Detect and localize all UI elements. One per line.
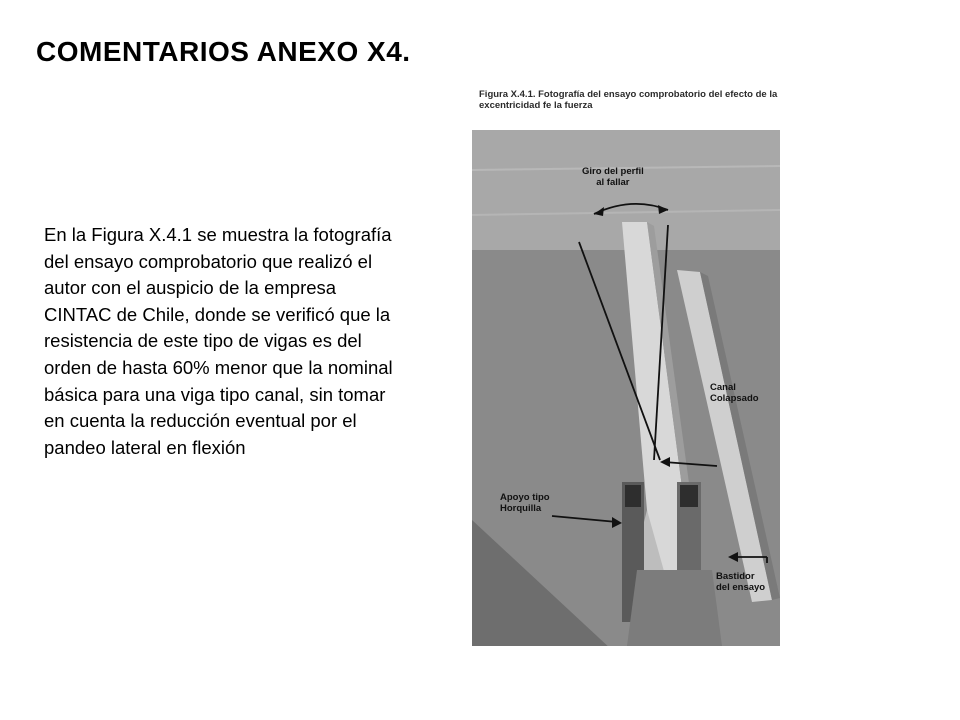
label-apoyo-horquilla: Apoyo tipo Horquilla [500,492,550,514]
slide-title: COMENTARIOS ANEXO X4. [36,36,411,67]
slide-body-text: En la Figura X.4.1 se muestra la fotografía del ensayo comprobatorio que realizó el autor con el auspicio de la empresa CINTAC de Chile, donde se verificó que la resistencia de este tipo de vigas es del orden de hasta 60% menor que la nominal básica para una viga tipo canal, sin tomar en cuenta la reducción eventual por el pandeo lateral en flexión [44,224,393,458]
figure-caption: Figura X.4.1. Fotografía del ensayo comprobatorio del efecto de la excentricidad fe la fuerza [479,89,778,111]
test-photo [472,130,780,646]
label-bastidor: Bastidor del ensayo [716,571,766,593]
label-canal-colapsado: Canal Colapsado [710,382,759,404]
label-giro: Giro del perfil al fallar [582,166,644,188]
figure-x41 [466,84,784,646]
